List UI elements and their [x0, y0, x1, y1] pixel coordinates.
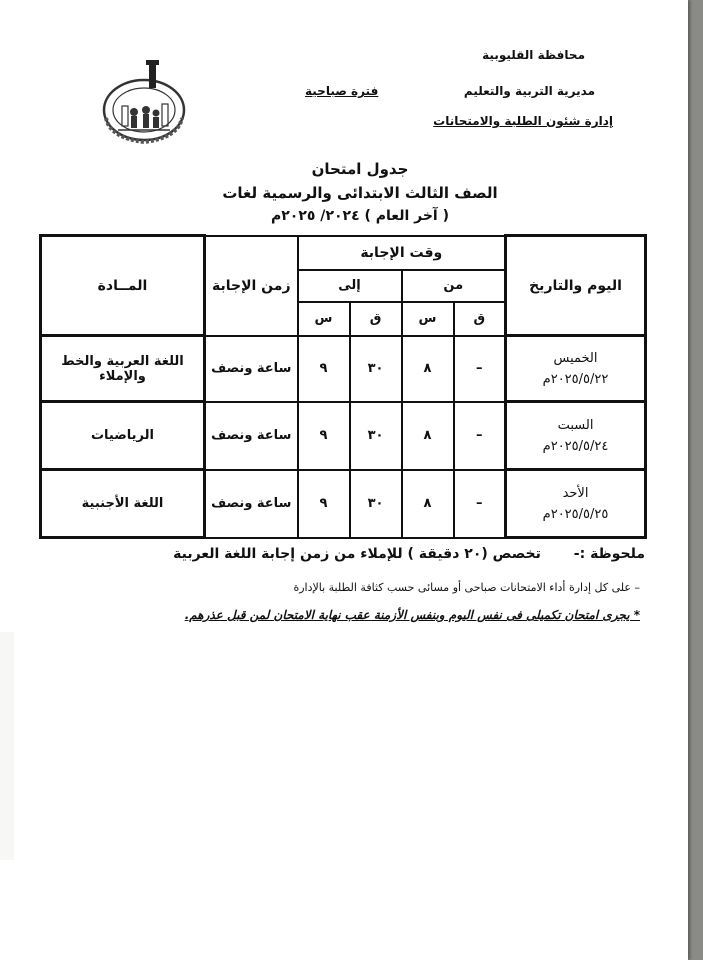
from-minute-cell: –	[454, 470, 506, 538]
duration-cell: ساعة ونصف	[205, 336, 298, 402]
header-from: من	[402, 270, 506, 302]
table-row	[41, 402, 646, 470]
note-line-2: – على كل إدارة أداء الامتحانات صباحى أو مسائى حسب كثافة الطلبة بالإدارة	[293, 581, 640, 594]
exam-schedule-table	[39, 234, 647, 539]
day-date-cell	[506, 336, 646, 402]
subject-cell: اللغة العربية والخط والإملاء	[41, 336, 205, 402]
from-minute-cell: –	[454, 336, 506, 402]
department-label: إدارة شئون الطلبة والامتحانات	[433, 114, 613, 128]
to-minute-cell: ٣٠	[350, 402, 402, 470]
from-hour-cell: ٨	[402, 336, 454, 402]
note-line-3: * يجرى امتحان تكميلى فى نفس اليوم وبنفس الأزمنة عقب نهاية الامتحان لمن قبل عذرهم.	[184, 608, 640, 622]
header-to-hour: س	[298, 302, 350, 336]
header-duration: زمن الإجابة	[205, 236, 298, 336]
governorate-label: محافظة القليوبية	[482, 48, 585, 62]
to-minute-cell: ٣٠	[350, 470, 402, 538]
day-date-cell	[506, 402, 646, 470]
table-row	[41, 470, 646, 538]
day-label: الأحد	[562, 485, 589, 501]
to-hour-cell: ٩	[298, 402, 350, 470]
to-hour-cell: ٩	[298, 470, 350, 538]
to-minute-cell: ٣٠	[350, 336, 402, 402]
from-minute-cell: –	[454, 402, 506, 470]
header-to-minute: ق	[350, 302, 402, 336]
from-hour-cell: ٨	[402, 470, 454, 538]
shift-label: فترة صباحية	[305, 84, 379, 98]
duration-cell: ساعة ونصف	[205, 470, 298, 538]
header-answer-time: وقت الإجابة	[298, 236, 506, 270]
header-subject: المــادة	[41, 236, 205, 336]
date-label: ٢٠٢٥/٥/٢٤م	[542, 438, 609, 454]
grade-title: الصف الثالث الابتدائى والرسمية لغات	[222, 184, 498, 202]
schedule-title: جدول امتحان	[311, 160, 409, 178]
day-label: الخميس	[553, 350, 598, 366]
date-label: ٢٠٢٥/٥/٢٢م	[542, 371, 609, 387]
table-row	[41, 336, 646, 402]
note-main-text: تخصص (٢٠ دقيقة ) للإملاء من زمن إجابة اللغة العربية	[173, 546, 541, 562]
day-date-cell	[506, 470, 646, 538]
from-hour-cell: ٨	[402, 402, 454, 470]
year-title: ( آخر العام ) ٢٠٢٤/ ٢٠٢٥م	[270, 208, 449, 224]
page-edge	[0, 632, 14, 860]
subject-cell: الرياضيات	[41, 402, 205, 470]
to-hour-cell: ٩	[298, 336, 350, 402]
ministry-seal-icon	[96, 60, 192, 146]
note-label: ملحوظة :-	[573, 546, 645, 562]
date-label: ٢٠٢٥/٥/٢٥م	[542, 506, 609, 522]
header-to: إلى	[298, 270, 402, 302]
day-label: السبت	[557, 417, 594, 433]
directorate-label: مديرية التربية والتعليم	[463, 84, 595, 98]
subject-cell: اللغة الأجنبية	[41, 470, 205, 538]
header-day-date: اليوم والتاريخ	[506, 236, 646, 336]
note-main	[40, 546, 645, 562]
header-from-hour: س	[402, 302, 454, 336]
header-from-minute: ق	[454, 302, 506, 336]
duration-cell: ساعة ونصف	[205, 402, 298, 470]
